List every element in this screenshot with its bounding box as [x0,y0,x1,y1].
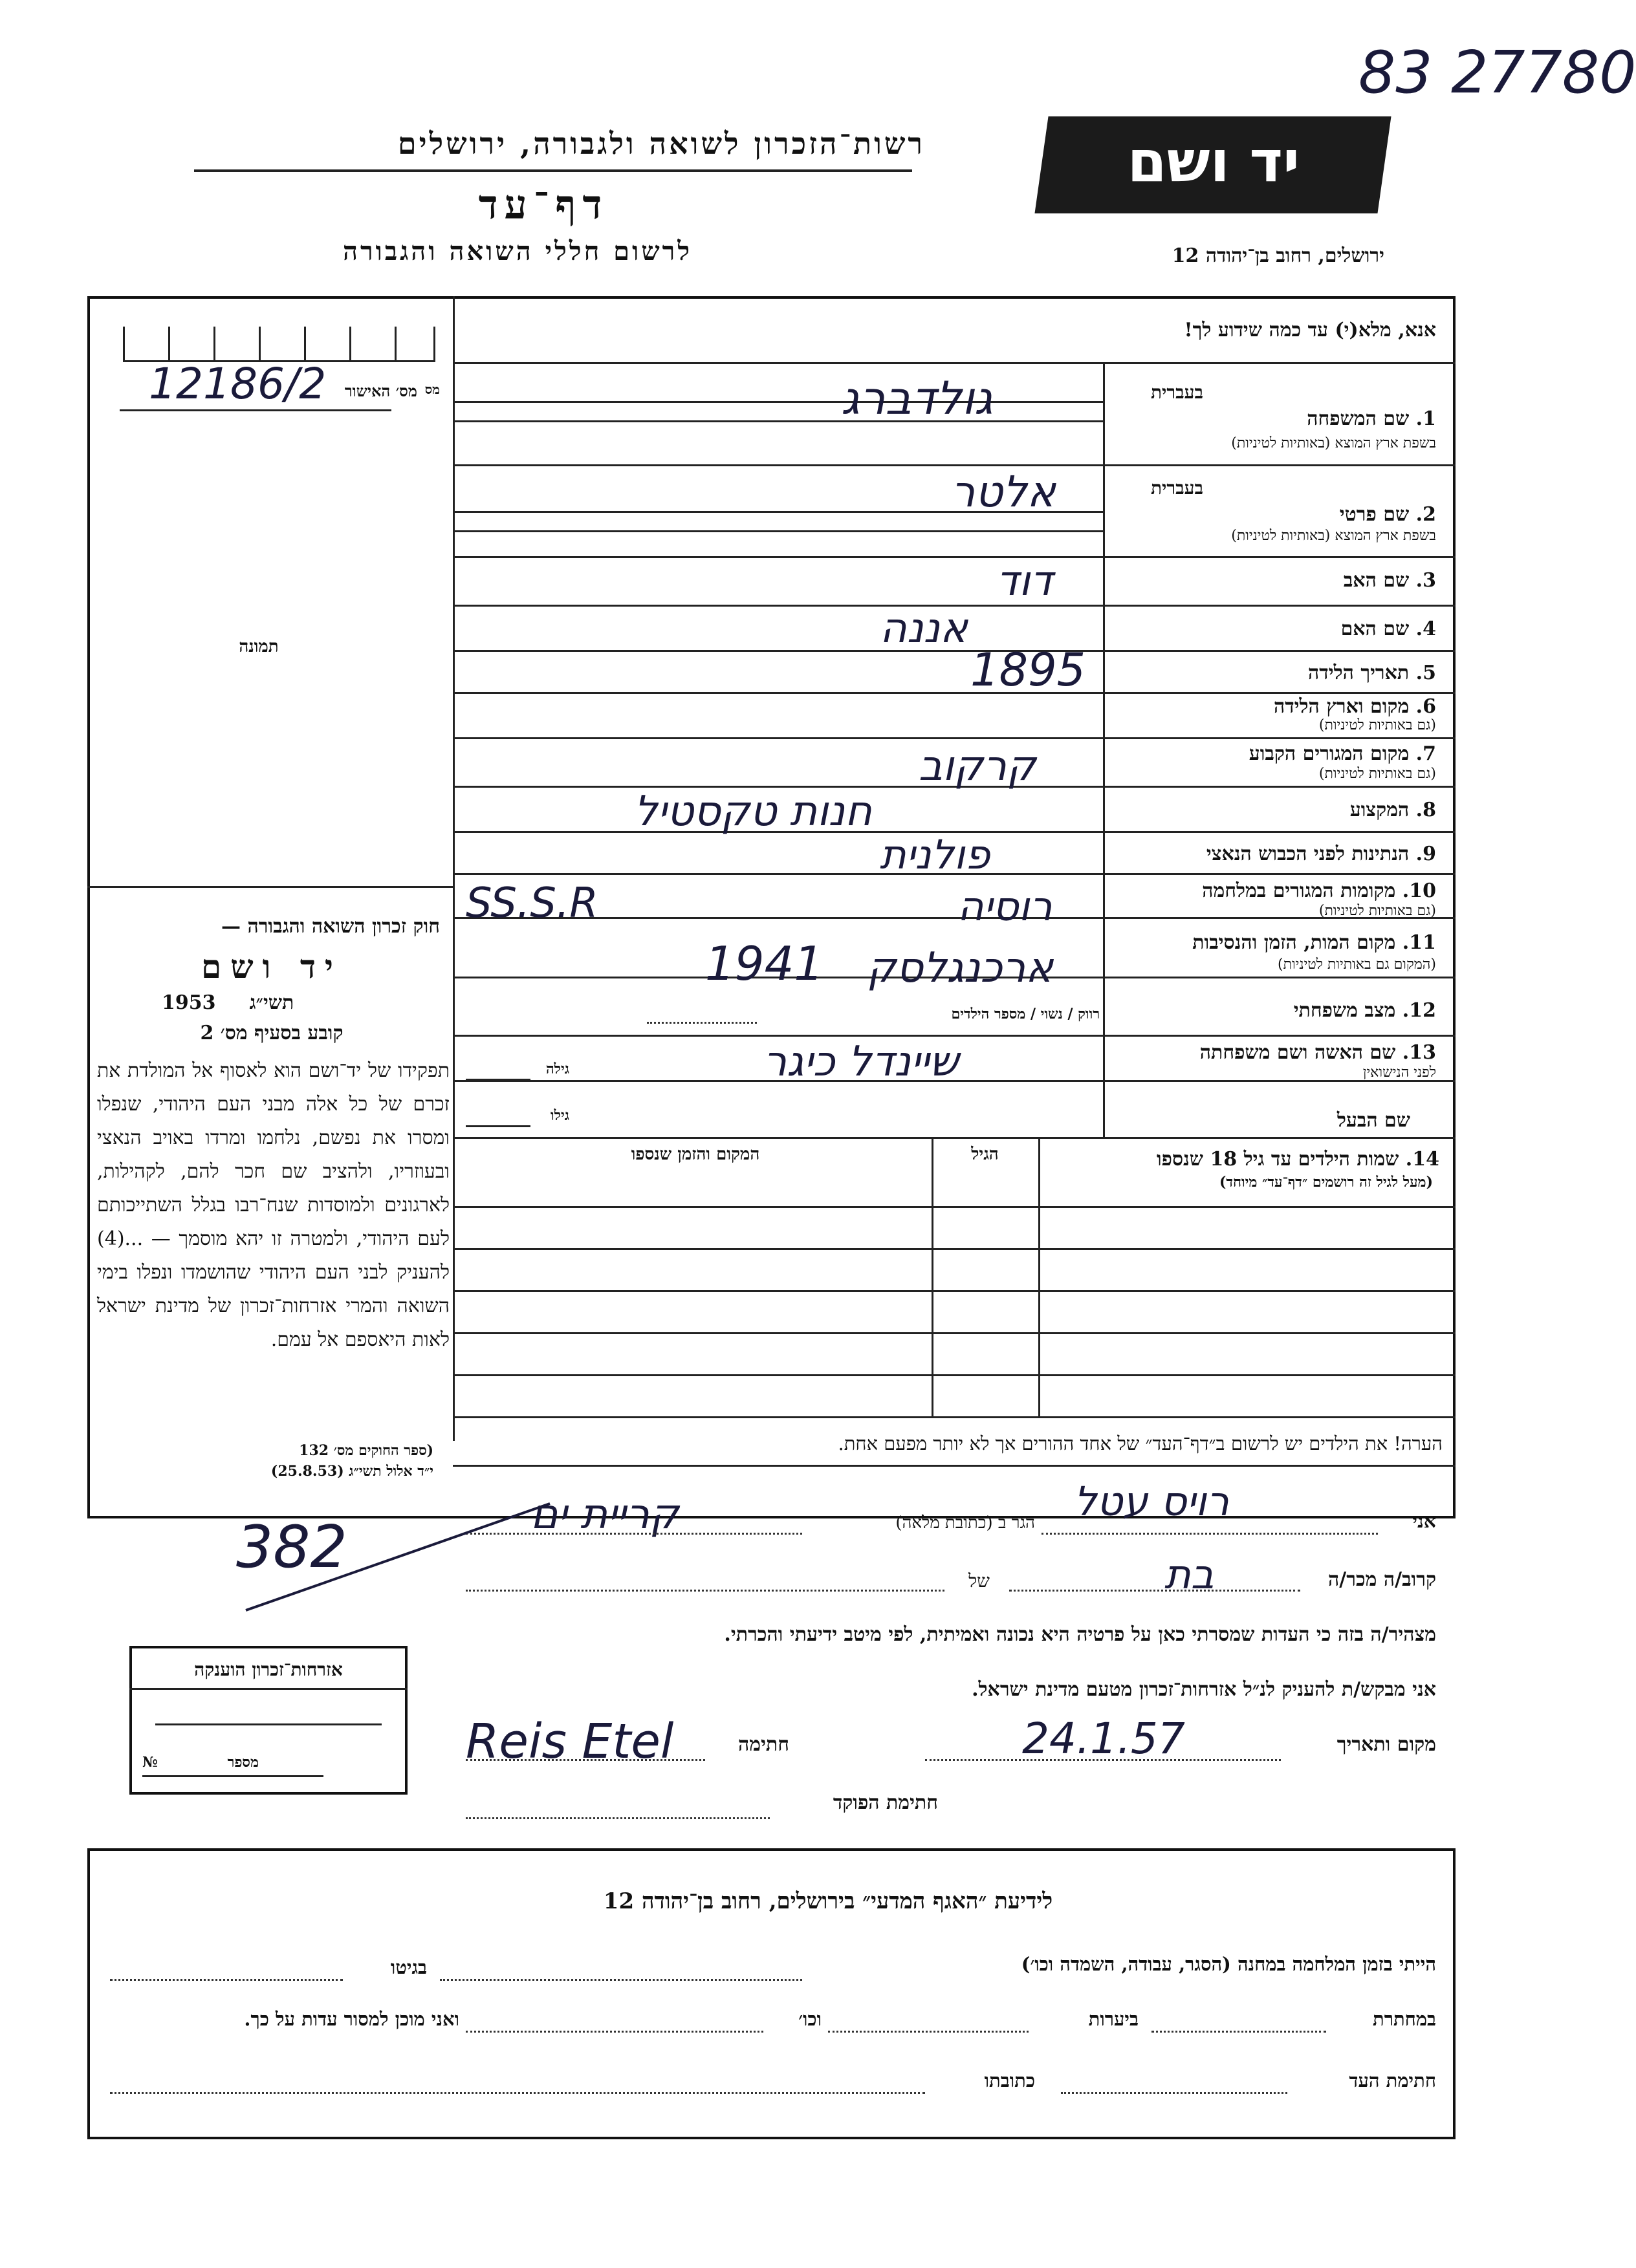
field-1-value: גולדברג [841,372,993,425]
recorder-line [466,1817,770,1819]
field-13-value: שיינדל כיגר [763,1038,959,1086]
footer-line1: הייתי בזמן המלחמה במחנה (הסגר, עבודה, השמדה וכו׳) [1021,1953,1436,1975]
relation-value: בת [1164,1551,1214,1598]
yad-vashem-logo [1034,116,1391,213]
footer-hiding: במחתרת [1373,2008,1436,2030]
field-11-value: ארכנגלסק [867,944,1054,992]
footer-ready: ואני מוכן למסור עדות על כך. [244,2008,459,2030]
header-address: ירושלים, רחוב בן־יהודה 12 [1172,244,1384,267]
margin-number: 382 [236,1513,347,1581]
law-title: חוק זכרון השואה והגבורה — [221,915,440,938]
org-title-underline [194,169,912,172]
margin-strike [246,1500,556,1617]
field-9-value: פולנית [880,831,990,878]
footer-forests-dots [828,2031,1029,2033]
field-13-sub: לפני הנישואין [1362,1064,1436,1081]
field-14-col-age: הגיל [971,1145,999,1164]
field-6-sub: (גם באותיות לטיניות) [1318,717,1436,733]
field-9-label: 9. הנתינות לפני הכבוש הנאצי [1206,843,1436,865]
footer-line1-dots [440,1979,802,1981]
husband-age-line [466,1125,530,1127]
footer-ghetto-dots [110,1979,343,1981]
intro-text: אנא, מלא(י) עד כמה שידוע לך! [1184,319,1436,341]
field-12-label: 12. מצב משפחתי [1293,999,1436,1022]
request-text: אני מבקש/ת להעניק לנ״ל אזרחות־זכרון מטעם מדינת ישראל. [972,1678,1436,1701]
field-10-label: 10. מקומות המגורים במלחמה [1202,880,1436,902]
archive-number: 83 27780 [1358,39,1636,107]
field-1-sub: בשפת ארץ המוצא (באותיות לטיניות) [1231,435,1436,451]
field-7-value: קרקוב [919,742,1036,790]
law-body: תפקידו של יד־ושם הוא לאסוף אל המולדת את זכרם של כל אלה מבני העם היהודי, שנפלו ומסרו את נפשם, נלחמו ומרדו באויב הנאצי ובעוזריו, ולהציב שם חכר להם, לקהילות, לארגונים ולמוסדות שנח־רבו בגלל השתייכותם לעם היהודי, ולמטרה זו יהא מוסמך — ...(4) להעניק לבני העם היהודי שהושמדו ונפלו בימי השואה והמרי אזרחות־זכרון של מדינת ישראל לאות היאספם אל עמם. [97,1059,450,1351]
place-date-label: מקום ותאריך [1336,1733,1436,1756]
reg-number-value: 12186/2 [149,359,327,409]
form-subtitle: לרשום חללי השואה והגבורה [342,236,693,266]
law-year-he: תשי״ג [249,991,294,1014]
footer-title: לידיעת ״האגף המדעי״ בירושלים, רחוב בן־יהודה 12 [603,1888,1053,1914]
field-5-value: 1895 [970,643,1086,697]
declarant-address-value: קריית ים [530,1491,679,1539]
of-label: של [968,1570,990,1592]
husband-age: גילו [551,1107,569,1124]
label-column-border [1103,362,1105,1137]
footer-address: כתובתו [984,2069,1035,2091]
law-source: (ספר החוקים מס׳ 132 [299,1442,433,1459]
field-12-options: רווק / נשוי / מספר הילדים [951,1006,1100,1022]
photo-label: תמונה [239,637,279,656]
field-14-label: 14. שמות הילדים עד גיל 18 שנספו [1156,1148,1439,1171]
footer-hiding-dots [1151,2031,1326,2033]
field-10-sub: (גם באותיות לטיניות) [1318,903,1436,919]
field-2-sub: בשפת ארץ המוצא (באותיות לטיניות) [1231,528,1436,544]
field-10-value-he: רוסיה [957,883,1052,930]
field-11-label: 11. מקום המות, הזמן והנסיבות [1192,931,1436,954]
citizenship-box-prefix: № [142,1754,158,1771]
recorder-label: חתימת הפוקד [833,1791,938,1814]
note-rule [453,1465,1456,1467]
field-4-label: 4. שם האם [1340,618,1436,640]
field-11-sub: (המקום גם באותיות לטיניות) [1278,956,1436,973]
field-1-label: 1. שם המשפחה [1307,407,1436,430]
field-13-age: גילה [546,1061,569,1077]
field-6-label: 6. מקום וארץ הלידה [1273,695,1436,718]
citizenship-box-title: אזרחות־זכרון הוענקה [194,1659,343,1680]
in-hebrew-2: בעברית [1150,477,1203,499]
field-4-value: אננה [880,605,968,653]
husband-label: שם הבעל [1336,1109,1410,1132]
field-8-value: חנות טקסטיל [634,788,872,836]
field-12-children-line [647,1022,757,1024]
logo-text: יד ושם [1127,128,1300,195]
date-value: 24.1.57 [1022,1714,1185,1764]
note-text: הערה! את הילדים יש לרשום ב״דף־העד״ של אחד ההורים אך לא יותר מפעם אחת. [838,1432,1443,1454]
form-title: דף־עד [478,181,609,228]
footer-etc-dots [466,2031,763,2033]
reg-number-label: מס׳ האישור [344,382,417,400]
footer-witness-dots [1061,2092,1287,2094]
reg-number-prefix: מס [424,382,440,397]
place-date-line [925,1759,1281,1761]
declarant-i-label: אני [1412,1510,1436,1533]
field-7-label: 7. מקום המגורים הקבוע [1249,742,1436,765]
footer-etc: וכו׳ [798,2008,822,2030]
footer-forests: ביערות [1088,2008,1139,2030]
declarant-resides-label: הגר ב (כתובת מלאה) [895,1513,1035,1533]
field-14-sub: (מעל לגיל זה רושמים ״דף־עד״ מיוחד) [1219,1174,1433,1191]
field-2-label: 2. שם פרטי [1339,503,1436,526]
relative-label: קרוב/ה מכר/ה [1328,1568,1436,1591]
law-clause: קובע בסעיף מס׳ 2 [200,1022,344,1044]
field-13-label: 13. שם האשה ושם משפחתה [1199,1041,1436,1064]
of-line [466,1590,944,1592]
field-11-year: 1941 [705,936,824,991]
footer-address-dots [110,2092,925,2094]
law-top-rule [87,886,455,888]
law-year: 1953 [162,991,216,1014]
relation-line [1009,1590,1300,1592]
field-2-value: אלטר [951,467,1056,517]
law-name: יד ושם [201,947,342,986]
declarant-name-value: רויס עטל [1074,1478,1229,1525]
field-5-label: 5. תאריך הלידה [1308,662,1436,684]
signature-label: חתימה [738,1733,789,1756]
footer-ghetto: בגיטו [390,1956,427,1978]
field-7-sub: (גם באותיות לטיניות) [1318,766,1436,782]
org-title: רשות־הזכרון לשואה ולגבורה, ירושלים [397,126,925,161]
footer-witness-sig: חתימת העד [1349,2069,1436,2091]
field-13-age-line [466,1079,530,1081]
signature-line [466,1759,705,1761]
field-3-label: 3. שם האב [1343,569,1436,592]
field-10-value-lat: SS.S.R [466,880,598,927]
field-14-col-place: המקום והזמן שנספו [631,1145,760,1164]
law-source-date: י״ד אלול תשי״ג (25.8.53) [270,1463,433,1480]
reg-number-line [120,409,391,411]
left-column-border [453,296,455,1441]
field-3-value: דוד [996,557,1053,605]
signature-value: Reis Etel [466,1714,674,1769]
in-hebrew-1: בעברית [1150,382,1203,403]
declarant-name-line [1042,1533,1378,1535]
field-8-label: 8. המקצוע [1349,799,1436,821]
declare-text: מצהיר/ה בזה כי העדות שמסרתי כאן על פרטיה היא נכונה ואמיתית, לפי מיטב ידיעתי והכרתי. [724,1623,1436,1646]
citizenship-box-number: מספר [227,1754,259,1771]
